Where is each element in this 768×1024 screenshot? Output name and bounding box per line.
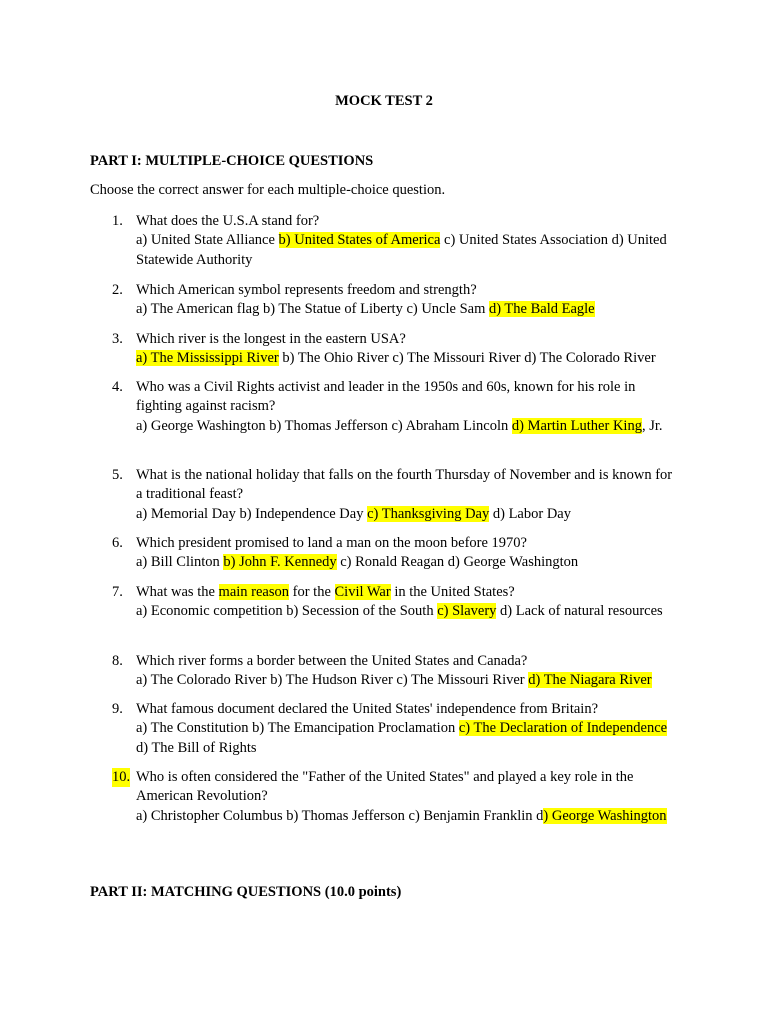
question-text: a) Memorial Day b) Independence Day [136,505,368,522]
question-number: 10. [112,768,130,787]
question-9 [112,700,682,758]
highlighted-answer: c) The Declaration of Independence [458,720,668,737]
question-text: What was the [136,584,219,600]
question-text: for the [289,584,335,600]
highlighted-answer: c) Thanksgiving Day [367,505,490,522]
question-body [136,330,682,369]
highlighted-answer: ) George Washington [543,807,667,824]
question-number: 3. [112,331,123,347]
question-1 [112,212,682,270]
question-number: 5. [112,467,123,483]
question-number: 7. [112,584,123,600]
question-3 [112,330,682,369]
question-text: c) United States Association d) United Statewide Authority [136,232,667,268]
part1-instructions: Choose the correct answer for each multiple-choice question. [90,182,446,198]
question-text: a) The Colorado River b) The Hudson River c) The Missouri River [136,672,529,689]
question-6 [112,534,682,573]
question-text: What does the U.S.A stand for? [136,213,320,229]
question-number: 8. [112,653,123,669]
question-text: a) Bill Clinton [136,554,224,571]
question-body [136,700,682,758]
highlighted-answer: main reason [218,584,290,600]
question-5 [112,466,682,524]
question-text: Which river forms a border between the United States and Canada? [136,653,528,669]
question-text: Which American symbol represents freedom and strength? [136,282,477,298]
question-text: in the United States? [390,584,515,600]
question-body [136,768,682,826]
question-number: 1. [112,213,123,229]
highlighted-answer: a) The Mississippi River [136,350,279,367]
question-10 [112,768,682,826]
highlighted-answer: d) The Bald Eagle [488,301,595,318]
question-text: d) Lack of natural resources [496,603,663,620]
part2-heading: PART II: MATCHING QUESTIONS (10.0 points) [90,884,402,900]
question-text: a) The Constitution b) The Emancipation Proclamation [136,720,459,737]
highlighted-answer: d) Martin Luther King [511,417,642,434]
highlighted-answer: Civil War [334,584,391,600]
question-text: Who was a Civil Rights activist and leader in the 1950s and 60s, known for his role in fighting against racism? [136,379,636,415]
question-body [136,466,682,524]
question-8 [112,652,682,691]
highlighted-answer: b) United States of America [278,232,441,249]
question-text: Which president promised to land a man on the moon before 1970? [136,535,527,551]
highlighted-answer: c) Slavery [437,603,497,620]
question-4 [112,378,682,436]
question-text: a) Christopher Columbus b) Thomas Jefferson c) Benjamin Franklin d [136,807,544,824]
question-text: What is the national holiday that falls on the fourth Thursday of November and is known for a traditional feast? [136,467,673,503]
question-body [136,652,682,691]
question-number: 4. [112,379,123,395]
question-7 [112,583,682,622]
question-text: a) George Washington b) Thomas Jefferson c) Abraham Lincoln [136,417,512,434]
question-text: d) Labor Day [489,505,571,522]
question-text: a) The American flag b) The Statue of Liberty c) Uncle Sam [136,301,489,318]
question-body [136,534,682,573]
question-text: d) The Bill of Rights [136,739,257,756]
question-2 [112,281,682,320]
question-text: a) Economic competition b) Secession of the South [136,603,438,620]
question-number: 2. [112,282,123,298]
question-number: 6. [112,535,123,551]
question-number: 9. [112,701,123,717]
highlighted-answer: b) John F. Kennedy [223,554,337,571]
question-text: What famous document declared the United States' independence from Britain? [136,701,599,717]
question-text: Who is often considered the "Father of the United States" and played a key role in the American Revolution? [136,769,634,805]
question-text: a) United State Alliance [136,232,279,249]
question-text: b) The Ohio River c) The Missouri River d) The Colorado River [278,350,656,367]
highlighted-answer: d) The Niagara River [528,672,652,689]
question-body [136,281,682,320]
document-title: MOCK TEST 2 [335,93,433,109]
question-text: , Jr. [641,417,663,434]
question-text: c) Ronald Reagan d) George Washington [336,554,579,571]
question-body [136,583,682,622]
question-text: Which river is the longest in the eastern USA? [136,331,406,347]
question-body [136,212,682,270]
part1-heading: PART I: MULTIPLE-CHOICE QUESTIONS [90,153,374,169]
question-body [136,378,682,436]
